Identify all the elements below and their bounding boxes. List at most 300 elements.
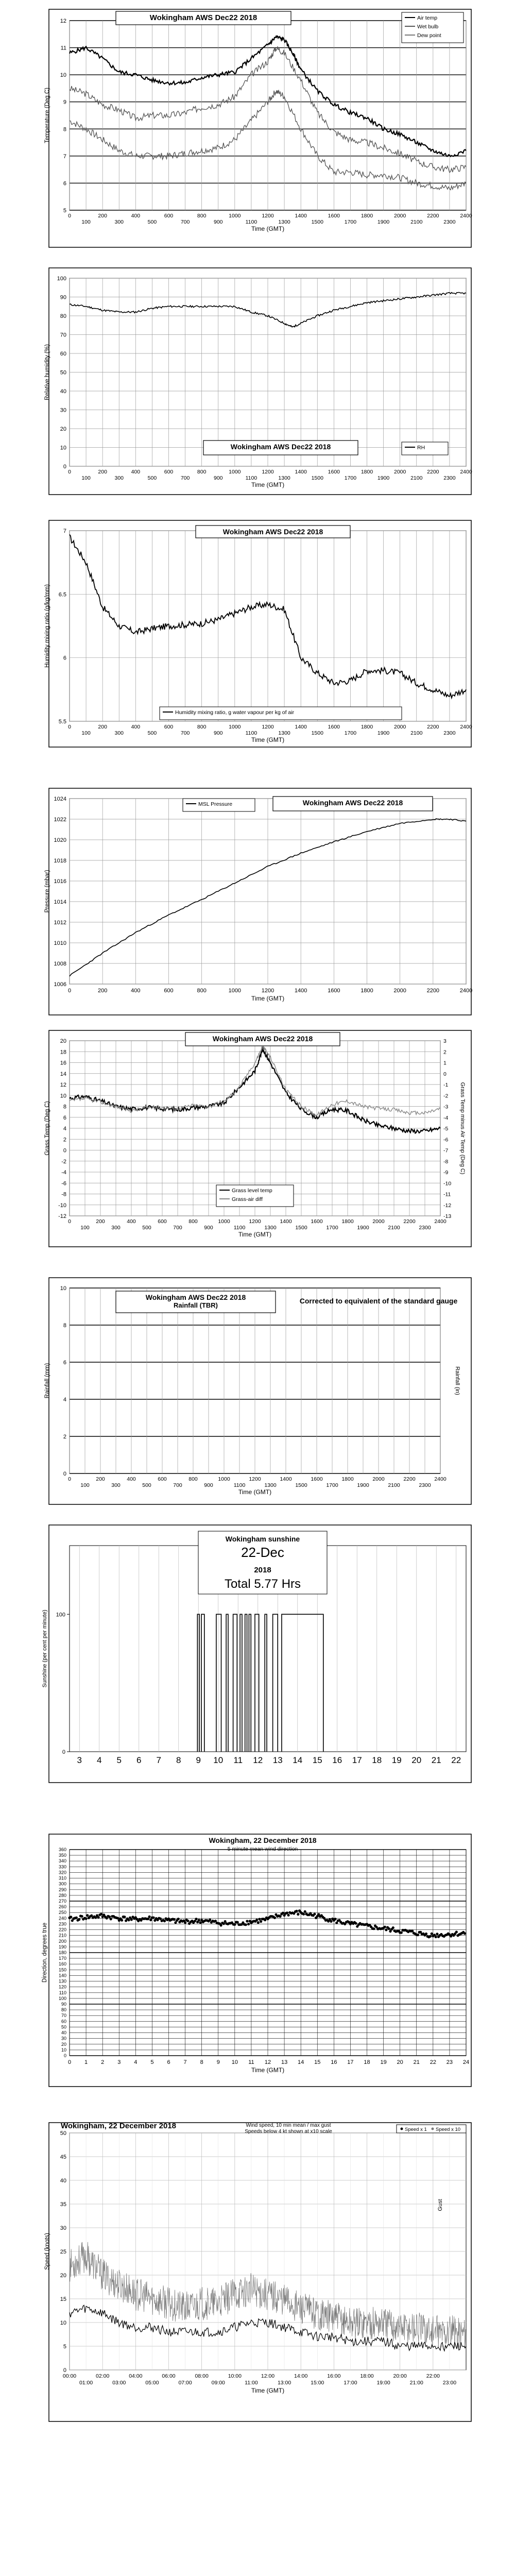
tick-label-y2: -3 [443, 1104, 449, 1110]
tick-label-y: 0 [63, 1147, 66, 1154]
direction-point [425, 1933, 427, 1935]
chart-subtitle: Wind speed, 10 min mean / max gust [246, 2123, 331, 2128]
tick-label-y: 20 [61, 2041, 66, 2047]
tick-label-y: 100 [56, 1612, 65, 1618]
tick-label-x: 700 [173, 1482, 182, 1488]
legend [160, 707, 402, 720]
tick-label-x: 2400 [434, 1218, 447, 1225]
tick-label-y: 6 [63, 1114, 66, 1121]
tick-label-x: 09:00 [211, 2380, 225, 2386]
tick-label-x: 23:00 [442, 2380, 457, 2386]
tick-label-x: 700 [180, 219, 190, 225]
direction-point [186, 1920, 189, 1922]
tick-label-x: 1200 [262, 724, 274, 730]
direction-point [148, 1916, 151, 1918]
direction-point [75, 1917, 78, 1919]
tick-label-x: 7 [183, 2059, 187, 2065]
chart-title: Wokingham AWS Dec22 2018 [149, 13, 258, 22]
tick-label-x: 1800 [341, 1218, 354, 1225]
tick-label-x: 18 [364, 2059, 370, 2065]
chart-title-box [196, 526, 350, 538]
tick-label-x: 13 [272, 1755, 283, 1765]
tick-label-y: -12 [58, 1213, 66, 1219]
tick-label-y2: -13 [443, 1213, 452, 1219]
tick-label-y: -2 [61, 1158, 66, 1165]
tick-label-y: 360 [58, 1847, 66, 1852]
tick-label-x: 1400 [295, 724, 307, 730]
chart-title-box [116, 1291, 276, 1313]
tick-label-x: 4 [134, 2059, 138, 2065]
tick-label-x: 900 [204, 1482, 213, 1488]
tick-label-y: 0 [63, 2053, 66, 2058]
tick-label-x: 2000 [372, 1218, 385, 1225]
tick-label-x: 1100 [233, 1225, 246, 1231]
tick-label-x: 800 [188, 1476, 198, 1482]
tick-label-x: 1600 [311, 1218, 323, 1225]
tick-label-x: 23 [446, 2059, 453, 2065]
tick-label-y: 20 [60, 426, 66, 432]
tick-label-x: 1700 [344, 219, 357, 225]
tick-label-x: 3 [117, 2059, 121, 2065]
tick-label-y: 1024 [54, 796, 66, 802]
tick-label-y2: 2 [443, 1049, 447, 1056]
tick-label-x: 1100 [245, 730, 258, 736]
tick-label-y: 2 [63, 1137, 66, 1143]
tick-label-x: 07:00 [178, 2380, 192, 2386]
tick-label-y: 100 [57, 276, 66, 282]
tick-label-x: 13:00 [277, 2380, 291, 2386]
tick-label-x: 22 [430, 2059, 436, 2065]
direction-point [302, 1913, 305, 1916]
tick-label-x: 2000 [393, 724, 406, 730]
tick-label-x: 1600 [328, 724, 340, 730]
tick-label-y2: -5 [443, 1126, 449, 1132]
tick-label-x: 03:00 [112, 2380, 126, 2386]
tick-label-x: 600 [164, 469, 174, 475]
legend-entry: Humidity mixing ratio, g water vapour per kg of air [175, 709, 295, 716]
tick-label-x: 3 [77, 1755, 82, 1765]
x-axis-label: Time (GMT) [238, 1231, 272, 1238]
tick-label-x: 2300 [419, 1225, 431, 1231]
tick-label-x: 0 [68, 213, 71, 219]
legend [397, 2125, 466, 2133]
tick-label-y: 1014 [54, 899, 66, 905]
tick-label-y: 290 [58, 1887, 66, 1892]
tick-label-x: 1900 [357, 1225, 369, 1231]
tick-label-y: 220 [58, 1927, 66, 1933]
tick-label-x: 1000 [229, 469, 241, 475]
tick-label-y: 30 [60, 407, 66, 414]
tick-label-y: 160 [58, 1961, 66, 1967]
x-axis-label: Time (GMT) [251, 225, 285, 232]
tick-label-x: 1500 [295, 1225, 307, 1231]
tick-label-x: 1200 [262, 469, 274, 475]
tick-label-x: 4 [97, 1755, 102, 1765]
tick-label-x: 2100 [410, 219, 423, 225]
tick-label-y2: -6 [443, 1137, 449, 1143]
chart-frame [49, 1834, 471, 2087]
direction-point [429, 1935, 432, 1938]
legend [183, 799, 255, 811]
tick-label-x: 02:00 [96, 2373, 110, 2379]
chart-title: Wokingham, 22 December 2018 [61, 2122, 176, 2130]
direction-point [431, 1933, 433, 1935]
direction-point [222, 1922, 225, 1925]
tick-label-y: 12 [60, 18, 66, 24]
tick-label-y: 350 [58, 1853, 66, 1858]
tick-label-x: 1200 [249, 1218, 261, 1225]
tick-label-y: 6.5 [58, 591, 66, 598]
tick-label-y: 130 [58, 1978, 66, 1984]
tick-label-x: 1000 [229, 724, 241, 730]
tick-label-x: 600 [158, 1218, 167, 1225]
tick-label-x: 13 [281, 2059, 288, 2065]
tick-label-x: 2000 [393, 988, 406, 994]
tick-label-x: 16 [332, 1755, 342, 1765]
chart-title: Wokingham AWS Dec22 2018 [230, 443, 331, 451]
tick-label-x: 10 [213, 1755, 224, 1765]
direction-point [86, 1914, 89, 1917]
direction-point [388, 1927, 390, 1930]
tick-label-x: 2100 [410, 475, 423, 481]
tick-label-x: 2200 [427, 469, 439, 475]
tick-label-x: 1900 [377, 475, 390, 481]
direction-point [198, 1919, 200, 1921]
tick-label-y: 180 [58, 1950, 66, 1955]
tick-label-x: 14 [293, 1755, 303, 1765]
tick-label-x: 100 [81, 730, 91, 736]
tick-label-y2: 0 [443, 1071, 447, 1077]
tick-label-y: 5.5 [58, 719, 66, 725]
tick-label-x: 15 [314, 2059, 321, 2065]
tick-label-x: 1600 [328, 213, 340, 219]
direction-point [464, 1932, 466, 1935]
direction-point [233, 1923, 236, 1926]
tick-label-x: 1800 [360, 724, 373, 730]
tick-label-y: 80 [61, 2007, 66, 2013]
tick-label-y: 50 [60, 369, 66, 376]
y-axis-label: Temperature (Deg C) [44, 87, 50, 144]
tick-label-y: 230 [58, 1921, 66, 1927]
tick-label-y: 50 [61, 2024, 66, 2030]
y2-axis-label: Rainfall (in) [454, 1366, 460, 1395]
tick-label-x: 300 [114, 475, 124, 481]
tick-label-y2: 1 [443, 1060, 447, 1066]
tick-label-y: 6 [63, 655, 66, 662]
tick-label-x: 2 [101, 2059, 105, 2065]
tick-label-x: 2000 [372, 1476, 385, 1482]
tick-label-y: 260 [58, 1904, 66, 1910]
tick-label-x: 14 [298, 2059, 304, 2065]
direction-point [97, 1916, 100, 1919]
direction-point [286, 1911, 288, 1914]
tick-label-y2: -12 [443, 1202, 452, 1209]
tick-label-y: 6 [63, 180, 66, 187]
direction-point [78, 1918, 80, 1921]
tick-label-y: 9 [63, 99, 66, 106]
tick-label-y: 5 [63, 2344, 66, 2350]
tick-label-y: 1020 [54, 837, 66, 843]
tick-label-x: 8 [176, 1755, 181, 1765]
tick-label-x: 06:00 [162, 2373, 176, 2379]
tick-label-y: 45 [60, 2154, 66, 2160]
tick-label-x: 1200 [261, 988, 274, 994]
tick-label-x: 1900 [377, 730, 390, 736]
direction-point [195, 1918, 197, 1920]
tick-label-y: 15 [60, 2296, 66, 2302]
tick-label-x: 12:00 [261, 2373, 275, 2379]
tick-label-x: 16 [331, 2059, 337, 2065]
tick-label-y: 1022 [54, 817, 66, 823]
tick-label-x: 2400 [460, 469, 472, 475]
tick-label-x: 300 [114, 219, 124, 225]
tick-label-x: 19 [380, 2059, 387, 2065]
tick-label-y: 1016 [54, 878, 66, 885]
tick-label-x: 16:00 [327, 2373, 341, 2379]
tick-label-x: 1900 [357, 1482, 369, 1488]
tick-label-x: 1300 [278, 219, 290, 225]
tick-label-x: 500 [142, 1225, 151, 1231]
tick-label-y: 14 [60, 1071, 66, 1077]
tick-label-x: 600 [164, 724, 174, 730]
direction-point [455, 1930, 458, 1933]
tick-label-x: 15 [312, 1755, 322, 1765]
tick-label-y2: 3 [443, 1038, 447, 1044]
tick-label-y: 20 [60, 1038, 66, 1044]
tick-label-x: 2200 [403, 1218, 416, 1225]
tick-label-y: 310 [58, 1875, 66, 1881]
tick-label-y: 20 [60, 2273, 66, 2279]
tick-label-y2: -11 [443, 1191, 451, 1198]
tick-label-y: 80 [60, 313, 66, 319]
tick-label-y: 210 [58, 1933, 66, 1938]
tick-label-y: 250 [58, 1910, 66, 1916]
tick-label-x: 1400 [280, 1476, 292, 1482]
tick-label-x: 1800 [360, 213, 373, 219]
chart-title-box [198, 1531, 327, 1594]
tick-label-x: 2200 [403, 1476, 416, 1482]
tick-label-y: 60 [61, 2019, 66, 2024]
tick-label-x: 1000 [218, 1218, 230, 1225]
legend-entry: Speed x 1 [405, 2127, 427, 2132]
tick-label-y: 300 [58, 1881, 66, 1887]
chart-title: Wokingham sunshine [225, 1535, 300, 1543]
tick-label-x: 05:00 [145, 2380, 159, 2386]
tick-label-y: 8 [63, 1323, 66, 1329]
tick-label-x: 1100 [245, 475, 258, 481]
tick-label-x: 1 [84, 2059, 88, 2065]
tick-label-x: 2200 [427, 213, 439, 219]
tick-label-x: 10:00 [228, 2373, 242, 2379]
tick-label-x: 1400 [294, 988, 307, 994]
direction-point [152, 1917, 155, 1919]
x-axis-label: Time (GMT) [251, 995, 285, 1002]
tick-label-x: 1200 [262, 213, 274, 219]
legend-entry: Air temp [417, 15, 438, 21]
tick-label-x: 1600 [328, 988, 340, 994]
tick-label-y: 0 [63, 464, 66, 470]
direction-point [384, 1926, 386, 1928]
direction-point [70, 1916, 72, 1918]
tick-label-x: 2000 [393, 469, 406, 475]
tick-label-x: 800 [197, 213, 207, 219]
direction-point [85, 1918, 88, 1920]
tick-label-x: 1800 [341, 1476, 354, 1482]
tick-label-y: 1018 [54, 858, 66, 864]
tick-label-x: 1800 [360, 469, 373, 475]
tick-label-x: 21:00 [409, 2380, 423, 2386]
tick-label-y: 2 [63, 1434, 66, 1440]
tick-label-x: 400 [127, 1476, 136, 1482]
tick-label-x: 0 [67, 2059, 72, 2065]
tick-label-y: 5 [63, 208, 66, 214]
tick-label-x: 1300 [264, 1482, 277, 1488]
tick-label-y: 50 [60, 2130, 66, 2137]
chart-subtitle: 5 minute mean wind direction [227, 1846, 298, 1852]
tick-label-x: 1500 [311, 219, 323, 225]
tick-label-x: 2200 [427, 724, 439, 730]
tick-label-x: 500 [142, 1482, 151, 1488]
tick-label-y: 60 [60, 351, 66, 357]
tick-label-x: 9 [216, 2059, 220, 2065]
tick-label-x: 700 [180, 475, 190, 481]
tick-label-y: 10 [60, 445, 66, 451]
tick-label-x: 12 [253, 1755, 263, 1765]
tick-label-y: 90 [60, 294, 66, 301]
direction-point [257, 1921, 260, 1924]
direction-point [209, 1919, 211, 1921]
direction-point [163, 1920, 166, 1922]
tick-label-x: 1700 [344, 730, 357, 736]
tick-label-y: 240 [58, 1916, 66, 1921]
tick-label-y: 100 [58, 1995, 66, 2001]
tick-label-x: 6 [167, 2059, 170, 2065]
tick-label-y: 330 [58, 1864, 66, 1870]
direction-point [220, 1924, 222, 1926]
direction-point [246, 1920, 248, 1922]
tick-label-x: 22 [451, 1755, 461, 1765]
tick-label-y2: -7 [443, 1147, 449, 1154]
tick-label-y: 10 [60, 2320, 66, 2326]
tick-label-y: 110 [59, 1990, 66, 1995]
tick-label-y: 30 [60, 2225, 66, 2231]
tick-label-x: 1700 [326, 1482, 338, 1488]
x-axis-label: Time (GMT) [251, 481, 285, 488]
direction-point [123, 1916, 126, 1918]
tick-label-x: 100 [80, 1225, 90, 1231]
y-axis-label: Relative humidity (%) [44, 344, 50, 400]
tick-label-y: 0 [63, 1471, 66, 1477]
direction-point [236, 1921, 239, 1924]
tick-label-x: 400 [131, 724, 141, 730]
direction-point [417, 1934, 419, 1936]
direction-point [334, 1918, 336, 1920]
tick-label-x: 1000 [229, 213, 241, 219]
tick-label-x: 11 [233, 1755, 243, 1765]
tick-label-x: 17 [347, 2059, 354, 2065]
y-axis-label: Speed (knots) [44, 2233, 50, 2270]
chart-subtitle: Rainfall (TBR) [174, 1301, 218, 1309]
tick-label-x: 1600 [311, 1476, 323, 1482]
tick-label-x: 2400 [460, 724, 472, 730]
legend-entry: MSL Pressure [198, 801, 233, 807]
tick-label-x: 2300 [443, 475, 456, 481]
tick-label-x: 400 [131, 213, 141, 219]
tick-label-x: 600 [164, 988, 174, 994]
x-axis-label: Time (GMT) [251, 2066, 285, 2074]
direction-point [282, 1912, 284, 1914]
tick-label-x: 1700 [344, 475, 357, 481]
y2-axis-label: Grass Temp minus Air Temp (Deg C) [459, 1082, 466, 1175]
tick-label-x: 21 [431, 1755, 441, 1765]
tick-label-y: 150 [58, 1967, 66, 1973]
tick-label-y2: -8 [443, 1158, 449, 1165]
tick-label-x: 300 [111, 1225, 121, 1231]
tick-label-x: 0 [68, 724, 71, 730]
direction-point [296, 1910, 298, 1912]
tick-label-x: 900 [213, 475, 223, 481]
tick-label-x: 20 [411, 1755, 422, 1765]
legend-entry: Speed x 10 [436, 2127, 461, 2132]
tick-label-x: 200 [98, 213, 107, 219]
tick-label-x: 800 [197, 469, 207, 475]
tick-label-y: 40 [60, 2178, 66, 2184]
tick-label-x: 2100 [410, 730, 423, 736]
tick-label-x: 01:00 [79, 2380, 93, 2386]
chart-date: 22-Dec [241, 1545, 284, 1560]
chart-title-box [185, 1032, 340, 1046]
tick-label-x: 15:00 [311, 2380, 324, 2386]
tick-label-x: 0 [68, 469, 71, 475]
tick-label-x: 12 [264, 2059, 271, 2065]
direction-point [385, 1928, 387, 1931]
tick-label-y: 10 [60, 1285, 66, 1292]
tick-label-x: 5 [116, 1755, 122, 1765]
tick-label-x: 19:00 [376, 2380, 390, 2386]
tick-label-x: 200 [96, 1218, 105, 1225]
tick-label-y: 4 [63, 1126, 66, 1132]
tick-label-x: 21 [413, 2059, 420, 2065]
tick-label-x: 20 [397, 2059, 403, 2065]
direction-point [260, 1920, 262, 1923]
chart-title-box [116, 11, 291, 25]
tick-label-x: 2300 [443, 730, 456, 736]
tick-label-x: 22:00 [426, 2373, 440, 2379]
tick-label-x: 18 [372, 1755, 382, 1765]
direction-point [372, 1927, 375, 1930]
tick-label-y: -4 [61, 1170, 66, 1176]
legend-entry: Wet bulb [417, 24, 439, 30]
tick-label-y: -8 [61, 1191, 66, 1198]
tick-label-y: 1008 [54, 961, 66, 967]
tick-label-y: 120 [58, 1984, 66, 1990]
y-axis-label: Rainfall (mm) [44, 1363, 50, 1399]
legend-swatch [432, 2128, 434, 2130]
tick-label-x: 8 [200, 2059, 203, 2065]
legend [402, 12, 464, 43]
tick-label-y: 6 [63, 1360, 66, 1366]
chart-note: Speeds below 4 kt shown at x10 scale [245, 2129, 332, 2134]
tick-label-x: 200 [96, 1476, 105, 1482]
tick-label-y: 30 [61, 2036, 66, 2041]
chart-frame [49, 1030, 471, 1247]
direction-point [177, 1918, 180, 1920]
tick-label-y: 10 [61, 2047, 66, 2053]
tick-label-y: 7 [63, 153, 66, 160]
tick-label-y: 10 [60, 1093, 66, 1099]
y-axis-label: Pressure (mbar) [44, 870, 50, 913]
chart-title: Wokingham AWS Dec22 2018 [145, 1293, 246, 1301]
